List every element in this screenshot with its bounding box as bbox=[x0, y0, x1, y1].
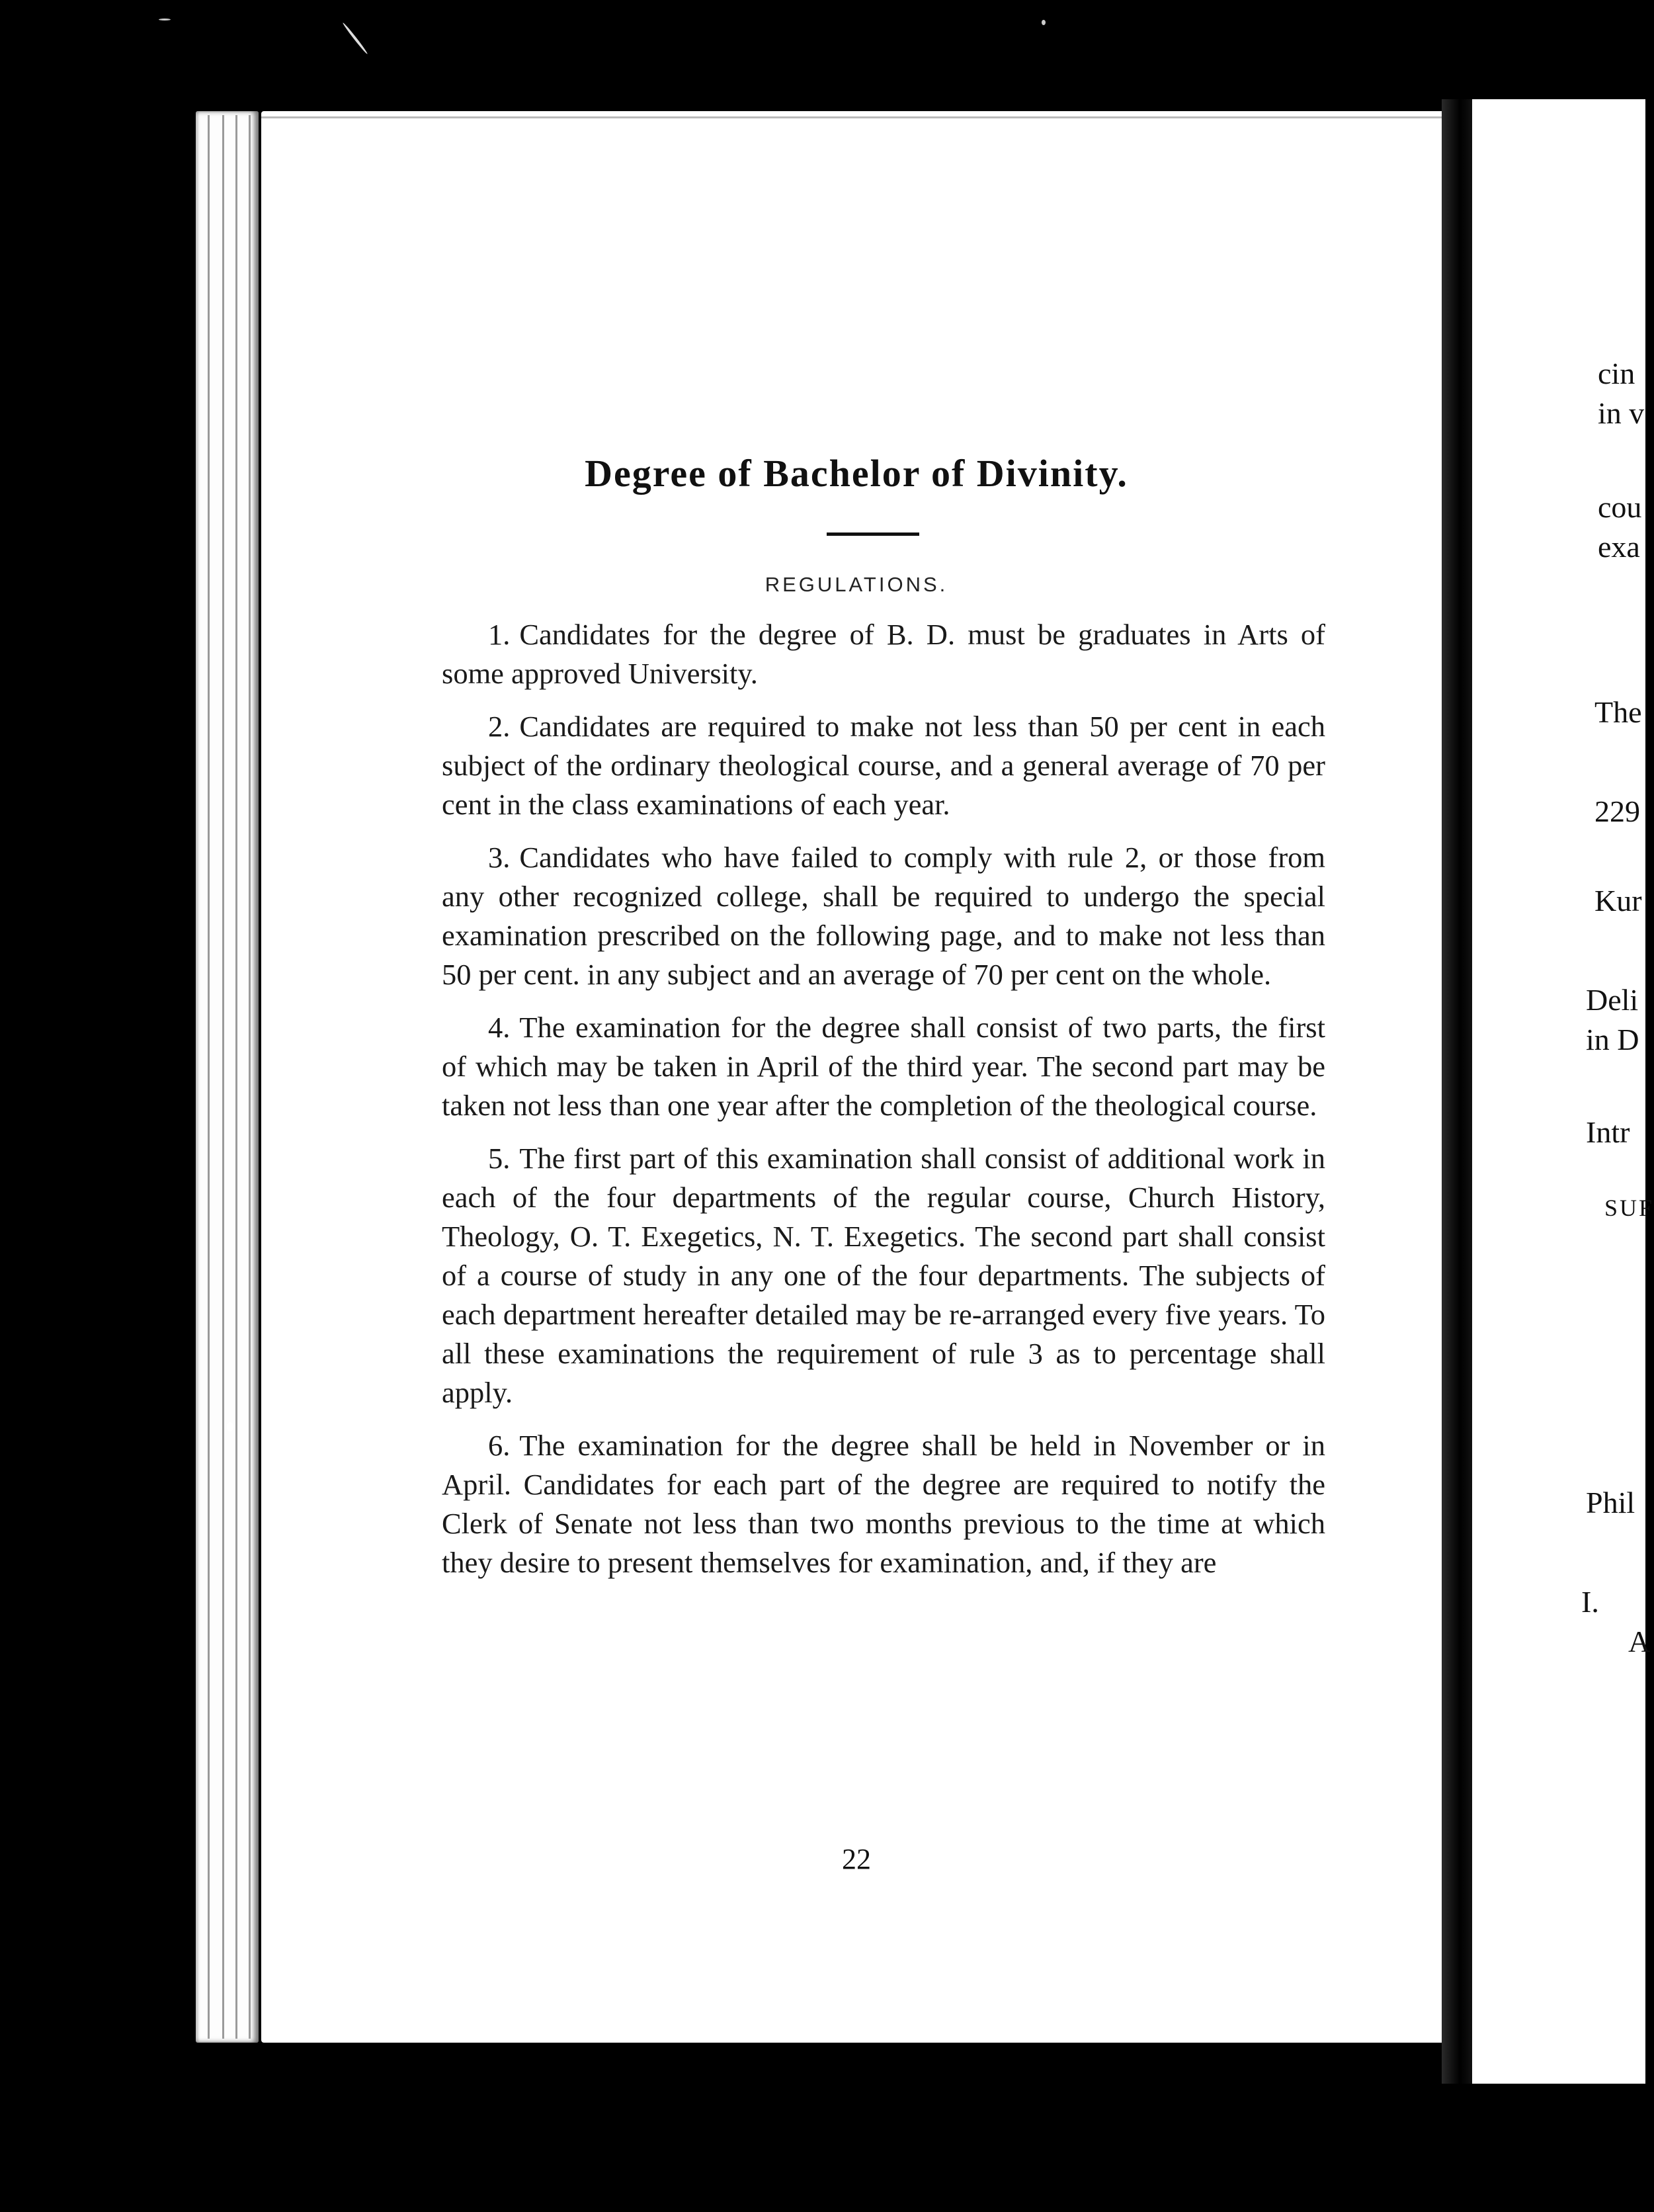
regulation-number: 3. bbox=[488, 841, 511, 874]
page-stack-edges bbox=[196, 111, 259, 2043]
regulation-paragraph bbox=[442, 1139, 1325, 1412]
regulation-number: 5. bbox=[488, 1142, 511, 1175]
regulation-paragraph bbox=[442, 1008, 1325, 1125]
regulation-number: 2. bbox=[488, 710, 511, 743]
facing-page bbox=[1472, 99, 1654, 2084]
facing-fragment: The bbox=[1594, 695, 1642, 729]
facing-fragment: cou bbox=[1598, 490, 1642, 524]
facing-fragment: SUF bbox=[1604, 1195, 1654, 1221]
page-top-edge bbox=[261, 116, 1452, 118]
regulation-number: 1. bbox=[488, 618, 511, 651]
regulation-text: The first part of this examination shall consist of additional work in each of the four departments of the regular course, Church History, Theology, O. T. Exegetics, N. T. Exegetics. The second part shall consist of a course of study in any one of the four departments. The subjects of each department hereafter detailed may be re-arranged every five years. To all these examinations the requirement of rule 3 as to percentage shall apply. bbox=[442, 1142, 1325, 1409]
margin-speck bbox=[1042, 20, 1046, 25]
title-rule bbox=[827, 532, 919, 536]
regulation-paragraph bbox=[442, 838, 1325, 994]
regulation-text: Candidates who have failed to comply with rule 2, or those from any other recognized college, shall be required to undergo the special examination prescribed on the following page, and to make not less than 50 per cent. in any subject and an average of 70 per cent on the whole. bbox=[442, 841, 1325, 991]
facing-fragment: 229 bbox=[1594, 794, 1640, 828]
margin-speck bbox=[227, 1422, 233, 1431]
section-subheading: REGULATIONS. bbox=[765, 573, 948, 596]
facing-fragment: Kur bbox=[1594, 884, 1642, 917]
facing-fragment: A bbox=[1628, 1625, 1651, 1658]
facing-fragment: I. bbox=[1581, 1585, 1599, 1619]
book-gutter bbox=[1442, 99, 1472, 2084]
regulations-body bbox=[442, 615, 1325, 1596]
document-title: Degree of Bachelor of Divinity. bbox=[585, 452, 1128, 495]
regulation-number: 6. bbox=[488, 1429, 511, 1462]
facing-fragment: Deli bbox=[1586, 983, 1639, 1017]
page-number: 22 bbox=[842, 1843, 871, 1875]
margin-speck bbox=[159, 19, 171, 21]
regulation-paragraph bbox=[442, 615, 1325, 693]
regulation-text: Candidates are required to make not less than 50 per cent in each subject of the ordinary theological course, and a general average of 70 per cent in the class examinations of each year. bbox=[442, 710, 1325, 821]
facing-fragment: Phil bbox=[1586, 1486, 1635, 1519]
facing-fragment: exa bbox=[1598, 530, 1640, 564]
facing-fragment: in v bbox=[1598, 396, 1645, 430]
facing-fragment: cin bbox=[1598, 357, 1635, 390]
regulation-text: The examination for the degree shall be held in November or in April. Candidates for each part of the degree are required to notify the Clerk of Senate not less than two months previous to the time at which they desire to present themselves for examination, and, if they are bbox=[442, 1429, 1325, 1579]
facing-fragment: in D bbox=[1586, 1023, 1639, 1056]
regulation-number: 4. bbox=[488, 1011, 511, 1044]
regulation-paragraph bbox=[442, 1426, 1325, 1582]
facing-fragment: Intr bbox=[1586, 1115, 1630, 1149]
regulation-paragraph bbox=[442, 707, 1325, 824]
regulation-text: The examination for the degree shall consist of two parts, the first of which may be taken in April of the third year. The second part may be taken not less than one year after the completion of the theological course. bbox=[442, 1011, 1325, 1122]
regulation-text: Candidates for the degree of B. D. must be graduates in Arts of some approved University. bbox=[442, 618, 1325, 690]
margin-speck bbox=[342, 22, 368, 55]
